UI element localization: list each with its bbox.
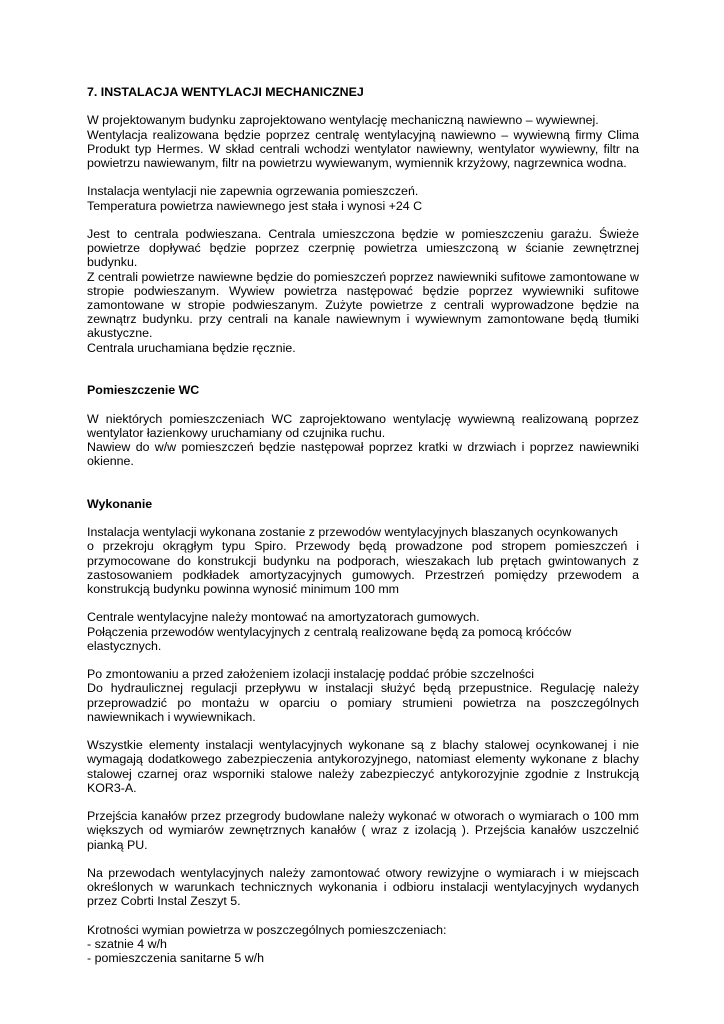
wc-paragraph-supply: Nawiew do w/w pomieszczeń będzie następował poprzez kratki w drzwiach i poprzez nawiewniki okienne.	[87, 440, 639, 469]
document-body	[87, 85, 639, 965]
wykonanie-inspection-paragraph: Na przewodach wentylacyjnych należy zamontować otwory rewizyjne o wymiarach i w miejscach określonych w warunkach technicznych wykonania i odbioru instalacji wentylacyjnych wydanych przez Cobrti Instal Zeszyt 5.	[87, 865, 639, 909]
intro-paragraph: Wentylacja realizowana będzie poprzez centralę wentylacyjną nawiewno – wywiewną firmy Clima Produkt typ Hermes. W skład centrali wchodzi wentylator nawiewny, wentylator wywiewny, filtr na powietrzu nawiewanym, filtr na powietrzu wywiewanym, wymiennik krzyżowy, nagrzewnica wodna.	[87, 127, 639, 170]
wc-paragraph-exhaust: W niektórych pomieszczeniach WC zaprojektowano wentylację wywiewną realizowaną poprzez wentylator łazienkowy uruchamiany od czujnika ruchu.	[87, 411, 639, 440]
section-title-wykonanie: Wykonanie	[87, 496, 153, 511]
central-paragraph-distribution: Z centrali powietrze nawiewne będzie do pomieszczeń poprzez nawiewniki sufitowe zamontowane w stropie podwieszanym. Wywiew powietrza następować będzie poprzez wywiewniki sufitowe zamontowane w stropie podwieszanym. Zużyte powietrze z centrali wyprowadzone będzie na zewnątrz budynku. przy centrali na kanale nawiewnym i wywiewnym zamontowane będą tłumiki akustyczne.	[87, 269, 639, 341]
wykonanie-corrosion-paragraph: Wszystkie elementy instalacji wentylacyjnych wykonane są z blachy stalowej ocynkowanej i nie wymagają dodatkowego zabezpieczenia antykorozyjnego, natomiast elementy wykonane z blachy stalowej czarnej oraz wsporniki stalowe należy zabezpieczyć antykorozyjnie zgodnie z Instrukcją KOR3-A.	[87, 738, 639, 795]
wykonanie-connections-line: Połączenia przewodów wentylacyjnych z centralą realizowane będą za pomocą króćców elastycznych.	[87, 624, 572, 653]
heating-note-line: Instalacja wentylacji nie zapewnia ogrzewania pomieszczeń.	[87, 184, 419, 199]
wykonanie-penetrations-paragraph: Przejścia kanałów przez przegrody budowlane należy wykonać w otworach o wymiarach o 100 mm większych od wymiarów zewnętrznych kanałów ( wraz z izolacją ). Przejścia kanałów uszczelnić pianką PU.	[87, 809, 639, 852]
air-change-item: - szatnie 4 w/h	[87, 936, 167, 951]
central-paragraph-startup: Centrala uruchamiana będzie ręcznie.	[87, 340, 296, 355]
wykonanie-ducts-paragraph: o przekroju okrągłym typu Spiro. Przewody będą prowadzone pod stropem pomieszczeń i przymocowane do konstrukcji budynku na podporach, wieszakach lub prętach gwintowanych z zastosowaniem podkładek amortyzacyjnych gumowych. Przestrzeń pomiędzy przewodem a konstrukcją budynku powinna wynosić minimum 100 mm	[87, 539, 639, 596]
intro-line: W projektowanym budynku zaprojektowano wentylację mechaniczną nawiewno – wywiewnej.	[87, 113, 599, 128]
section-title-wc: Pomieszczenie WC	[87, 383, 200, 398]
wykonanie-ducts-first-line: Instalacja wentylacji wykonana zostanie z przewodów wentylacyjnych blaszanych ocynkowanych	[87, 525, 619, 540]
section-title-ventilation: 7. INSTALACJA WENTYLACJI MECHANICZNEJ	[87, 85, 364, 99]
air-change-item: - pomieszczenia sanitarne 5 w/h	[87, 951, 264, 966]
central-paragraph-location: Jest to centrala podwieszana. Centrala umieszczona będzie w pomieszczeniu garażu. Świeże powietrze dopływać będzie poprzez czerpnię powietrza umieszczoną w ścianie zewnętrznej budynku.	[87, 226, 639, 270]
air-change-heading-line: Krotności wymian powietrza w poszczególnych pomieszczeniach:	[87, 922, 447, 937]
wykonanie-mounting-line: Centrale wentylacyjne należy montować na amortyzatorach gumowych.	[87, 610, 480, 625]
temperature-note-line: Temperatura powietrza nawiewnego jest stała i wynosi +24 C	[87, 198, 423, 213]
wykonanie-pressure-test-line: Po zmontowaniu a przed założeniem izolacji instalację poddać próbie szczelności	[87, 667, 534, 682]
wykonanie-regulation-paragraph: Do hydraulicznej regulacji przepływu w instalacji służyć będą przepustnice. Regulację należy przeprowadzić po montażu w oparciu o pomiary strumieni powietrza na poszczególnych nawiewnikach i wywiewnikach.	[87, 681, 639, 724]
